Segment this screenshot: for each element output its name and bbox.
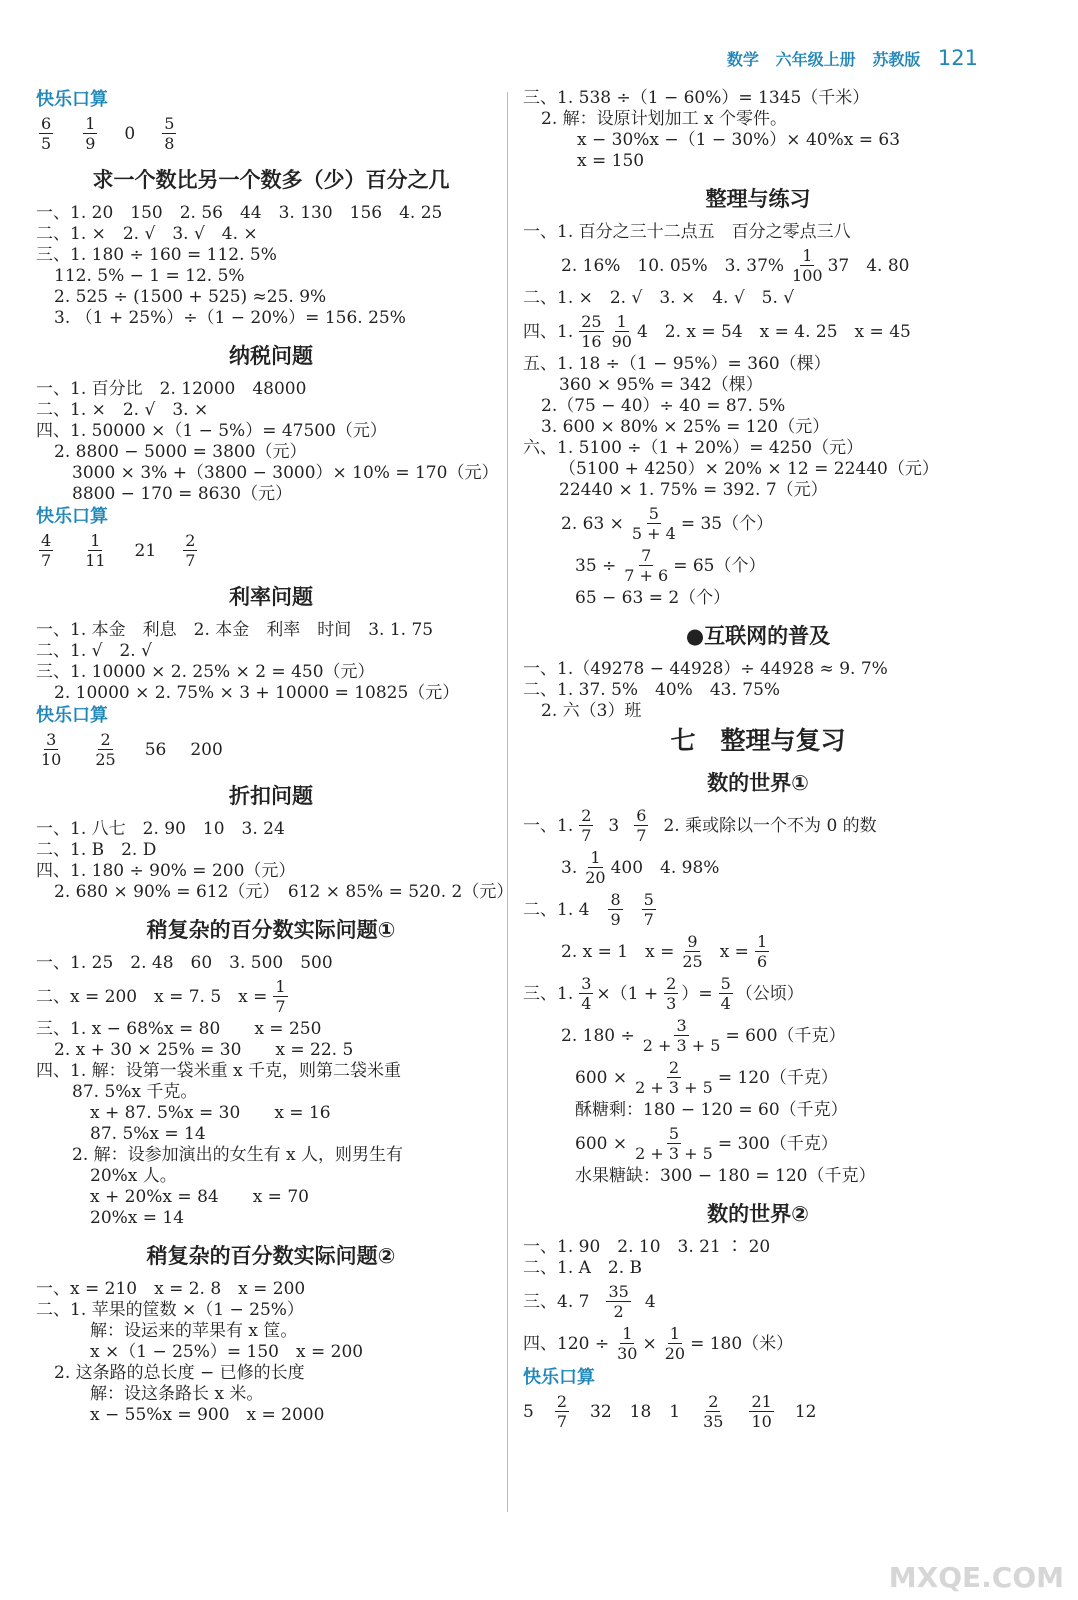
answer-line bbox=[523, 504, 993, 543]
answer-line: 四、1. 180 ÷ 90% = 200（元） bbox=[36, 861, 296, 881]
denominator: 7 bbox=[185, 551, 196, 570]
text: = 120（千克） bbox=[717, 1067, 838, 1088]
page-number: 121 bbox=[937, 46, 978, 70]
text: 600 × bbox=[575, 1133, 628, 1154]
fraction bbox=[642, 890, 656, 929]
answer-line: 二、1. 37. 5% 40% 43. 75% bbox=[523, 680, 781, 700]
section-title: 稍复杂的百分数实际问题① bbox=[146, 918, 396, 942]
section-title: 整理与练习 bbox=[705, 187, 811, 211]
denominator: 100 bbox=[792, 266, 823, 285]
text: 4 2. x = 54 x = 4. 25 x = 45 bbox=[636, 321, 911, 342]
answer-line: 解：设这条路长 x 米。 bbox=[90, 1384, 264, 1404]
answer-line bbox=[523, 546, 993, 585]
numerator: 2 bbox=[708, 1392, 719, 1411]
answer-line: 22440 × 1. 75% = 392. 7（元） bbox=[559, 480, 828, 500]
fraction bbox=[555, 1392, 569, 1431]
denominator: 6 bbox=[756, 952, 768, 971]
numerator: 2 bbox=[581, 806, 592, 825]
denominator: 35 bbox=[703, 1412, 724, 1431]
text: 二、x = 200 x = 7. 5 x = bbox=[36, 986, 268, 1007]
fraction bbox=[680, 932, 704, 971]
denominator: 7 bbox=[556, 1412, 568, 1431]
fraction bbox=[719, 974, 733, 1013]
answer-line: 二、1. × 2. √ 3. × 4. √ 5. √ bbox=[523, 288, 795, 308]
answer-line: 2. 解：设原计划加工 x 个零件。 bbox=[541, 109, 788, 129]
answer-line bbox=[523, 806, 993, 845]
numerator: 5 bbox=[643, 890, 654, 909]
denominator: 7 bbox=[275, 997, 286, 1016]
fraction bbox=[641, 1016, 723, 1055]
denominator: 25 bbox=[95, 750, 116, 769]
denominator: 2 + 3 + 5 bbox=[635, 1078, 713, 1097]
answer-line: 2. 六（3）班 bbox=[541, 701, 642, 721]
section-body bbox=[36, 203, 506, 329]
fraction bbox=[622, 546, 670, 585]
page-header bbox=[727, 46, 978, 70]
denominator: 90 bbox=[611, 332, 632, 351]
numerator: 3 bbox=[581, 974, 592, 993]
fraction bbox=[610, 312, 634, 351]
answer-line: x − 30%x −（1 − 30%）× 40%x = 63 bbox=[577, 130, 901, 150]
text: （公顷） bbox=[735, 983, 804, 1004]
denominator: 5 + 4 bbox=[631, 524, 676, 543]
section-body bbox=[36, 379, 506, 505]
answer-line: x = 150 bbox=[577, 151, 645, 171]
fraction bbox=[634, 806, 648, 845]
text: 三、4. 7 bbox=[523, 1291, 590, 1312]
fraction bbox=[583, 848, 607, 887]
answer-line: 二、1. B 2. D bbox=[36, 840, 157, 860]
number: 200 bbox=[190, 739, 223, 760]
numerator: 35 bbox=[608, 1282, 629, 1301]
numerator: 6 bbox=[636, 806, 647, 825]
section-body bbox=[523, 354, 993, 501]
text: = 180（米） bbox=[690, 1333, 794, 1354]
text: 一、1. bbox=[523, 815, 574, 836]
fraction bbox=[39, 531, 53, 570]
text: ×（1 + bbox=[596, 983, 659, 1004]
text: = 35（个） bbox=[680, 513, 774, 534]
denominator: 9 bbox=[85, 134, 96, 153]
denominator: 2 + 3 + 5 bbox=[642, 1036, 721, 1055]
number: 0 bbox=[124, 123, 136, 144]
fraction bbox=[633, 1124, 715, 1163]
text: 4 bbox=[644, 1291, 656, 1312]
kl-row-3 bbox=[36, 730, 506, 769]
answer-line: 三、1. 10000 × 2. 25% × 2 = 450（元） bbox=[36, 662, 375, 682]
watermark: MXQE.COM bbox=[888, 1561, 1064, 1594]
kl-label: 快乐口算 bbox=[523, 1367, 595, 1388]
denominator: 9 bbox=[610, 910, 621, 929]
answer-line: 3. （1 + 25%）÷（1 − 20%）= 156. 25% bbox=[54, 308, 406, 328]
section-body bbox=[523, 659, 993, 722]
numerator: 1 bbox=[802, 246, 813, 265]
denominator: 3 bbox=[666, 994, 677, 1013]
denominator: 16 bbox=[581, 332, 602, 351]
number: 5 bbox=[523, 1401, 534, 1422]
text: 二、1. 4 bbox=[523, 899, 590, 920]
text: 四、120 ÷ bbox=[523, 1333, 610, 1354]
column-divider bbox=[507, 92, 508, 1512]
fraction bbox=[663, 1324, 687, 1363]
numerator: 2 bbox=[666, 974, 677, 993]
text: = 600（千克） bbox=[725, 1025, 846, 1046]
answer-line: 酥糖剩：180 − 120 = 60（千克） bbox=[575, 1100, 848, 1120]
fraction bbox=[183, 531, 197, 570]
answer-line: x + 87. 5%x = 30 x = 16 bbox=[90, 1103, 331, 1123]
fraction bbox=[39, 730, 63, 769]
section-body bbox=[36, 819, 514, 903]
answer-line: 87. 5%x 千克。 bbox=[72, 1082, 198, 1102]
numerator: 2 bbox=[185, 531, 196, 550]
answer-line: 一、1. 20 150 2. 56 44 3. 130 156 4. 25 bbox=[36, 203, 443, 223]
fraction bbox=[608, 890, 622, 929]
denominator: 20 bbox=[585, 868, 606, 887]
number: 1 bbox=[669, 1401, 681, 1422]
answer-line: 二、1. × 2. √ 3. × bbox=[36, 400, 209, 420]
denominator: 7 bbox=[581, 826, 592, 845]
numerator: 3 bbox=[46, 730, 57, 749]
text: 2. x = 1 x = bbox=[561, 941, 675, 962]
answer-line: 2. 解：设参加演出的女生有 x 人，则男生有 bbox=[72, 1145, 404, 1165]
answer-line: 二、1. 苹果的筐数 ×（1 − 25%） bbox=[36, 1300, 304, 1320]
answer-line bbox=[523, 312, 993, 351]
answer-line: 一、1. 25 2. 48 60 3. 500 500 bbox=[36, 953, 333, 973]
kl-row-4 bbox=[523, 1392, 993, 1431]
answer-line: 8800 − 170 = 8630（元） bbox=[72, 484, 293, 504]
denominator: 7 bbox=[643, 910, 654, 929]
numerator: 2 bbox=[556, 1392, 568, 1411]
denominator: 10 bbox=[751, 1412, 772, 1431]
numerator: 2 bbox=[100, 730, 111, 749]
answer-line: 2. 这条路的总长度 − 已修的长度 bbox=[54, 1363, 305, 1383]
answer-line: 三、1. 538 ÷（1 − 60%）= 1345（千米） bbox=[523, 88, 870, 108]
answer-line: 3000 × 3% +（3800 − 3000）× 10% = 170（元） bbox=[72, 463, 499, 483]
fraction bbox=[701, 1392, 725, 1431]
answer-line: 三、1. 180 ÷ 160 = 112. 5% bbox=[36, 245, 277, 265]
denominator: 10 bbox=[41, 750, 62, 769]
numerator: 4 bbox=[41, 531, 52, 550]
text: = 65（个） bbox=[673, 555, 766, 576]
text: = 300（千克） bbox=[717, 1133, 838, 1154]
text: × bbox=[642, 1333, 657, 1354]
answer-line: 四、1. 50000 ×（1 − 5%）= 47500（元） bbox=[36, 421, 387, 441]
denominator: 30 bbox=[617, 1344, 638, 1363]
fraction bbox=[579, 806, 593, 845]
text: 400 4. 98% bbox=[610, 857, 720, 878]
numerator: 1 bbox=[90, 531, 101, 550]
answer-line: 二、1. × 2. √ 3. √ 4. × bbox=[36, 224, 258, 244]
section-title: 利率问题 bbox=[229, 585, 313, 609]
number: 12 bbox=[794, 1401, 817, 1422]
fraction bbox=[273, 977, 287, 1016]
answer-line: 2. 10000 × 2. 75% × 3 + 10000 = 10825（元） bbox=[54, 683, 460, 703]
denominator: 7 + 6 bbox=[624, 566, 669, 585]
answer-line: 二、1. √ 2. √ bbox=[36, 641, 152, 661]
left-column bbox=[36, 88, 514, 1426]
answer-line: 87. 5%x = 14 bbox=[90, 1124, 206, 1144]
section-title: 纳税问题 bbox=[229, 344, 313, 368]
answer-line bbox=[523, 848, 993, 887]
text: 2. 180 ÷ bbox=[561, 1025, 635, 1046]
section-title: 求一个数比另一个数多（少）百分之几 bbox=[92, 168, 450, 192]
text: 2. 16% 10. 05% 3. 37% bbox=[561, 255, 785, 276]
answer-line: 一、1. 百分比 2. 12000 48000 bbox=[36, 379, 307, 399]
denominator: 8 bbox=[164, 134, 175, 153]
fraction bbox=[615, 1324, 639, 1363]
header-subject: 数学 bbox=[726, 50, 759, 69]
fraction bbox=[83, 114, 97, 153]
answer-line bbox=[523, 974, 993, 1013]
answer-line bbox=[36, 977, 506, 1016]
header-edition: 苏教版 bbox=[872, 50, 921, 69]
denominator: 4 bbox=[720, 994, 731, 1013]
fraction bbox=[633, 1058, 715, 1097]
answer-line: 2. 525 ÷ (1500 + 525) ≈25. 9% bbox=[54, 287, 327, 307]
answer-line: 2. 8800 − 5000 = 3800（元） bbox=[54, 442, 307, 462]
answer-line: 2. x + 30 × 25% = 30 x = 22. 5 bbox=[54, 1040, 354, 1060]
denominator: 7 bbox=[41, 551, 52, 570]
section-body bbox=[36, 1279, 506, 1426]
numerator: 5 bbox=[648, 504, 659, 523]
number: 56 bbox=[144, 739, 167, 760]
text: 3. bbox=[561, 857, 578, 878]
answer-line: 六、1. 5100 ÷（1 + 20%）= 4250（元） bbox=[523, 438, 864, 458]
answer-line: x − 55%x = 900 x = 2000 bbox=[90, 1405, 325, 1425]
denominator: 4 bbox=[581, 994, 592, 1013]
chapter-title: 七 整理与复习 bbox=[670, 726, 846, 755]
answer-line: 一、1. 八七 2. 90 10 3. 24 bbox=[36, 819, 285, 839]
answer-line: 一、1.（49278 − 44928）÷ 44928 ≈ 9. 7% bbox=[523, 659, 888, 679]
numerator: 1 bbox=[85, 114, 96, 133]
text: 37 4. 80 bbox=[827, 255, 910, 276]
denominator: 11 bbox=[85, 551, 106, 570]
answer-line: 一、1. 百分之三十二点五 百分之零点三八 bbox=[523, 222, 851, 242]
fraction bbox=[755, 932, 769, 971]
denominator: 20 bbox=[664, 1344, 686, 1363]
fraction bbox=[93, 730, 117, 769]
number: 32 bbox=[590, 1401, 612, 1422]
kl-label: 快乐口算 bbox=[36, 705, 108, 726]
section-title: 折扣问题 bbox=[229, 784, 313, 808]
denominator: 7 bbox=[636, 826, 647, 845]
header-grade: 六年级上册 bbox=[775, 50, 856, 69]
answer-line: 一、1. 90 2. 10 3. 21 ∶ 20 bbox=[523, 1237, 771, 1257]
answer-line: x + 20%x = 84 x = 70 bbox=[90, 1187, 309, 1207]
answer-line bbox=[523, 246, 993, 285]
denominator: 25 bbox=[682, 952, 703, 971]
numerator: 7 bbox=[641, 546, 652, 565]
text: 35 ÷ bbox=[575, 555, 617, 576]
right-column bbox=[523, 88, 993, 1435]
fraction bbox=[664, 974, 678, 1013]
number: 18 bbox=[629, 1401, 652, 1422]
answer-line: 水果糖缺：300 − 180 = 120（千克） bbox=[575, 1166, 876, 1186]
kl-row-1 bbox=[36, 114, 506, 153]
denominator: 2 + 3 + 5 bbox=[635, 1144, 713, 1163]
numerator: 5 bbox=[164, 114, 175, 133]
section-body bbox=[36, 620, 506, 704]
fraction bbox=[749, 1392, 773, 1431]
answer-line bbox=[523, 1324, 993, 1363]
answer-line: 解：设运来的苹果有 x 筐。 bbox=[90, 1321, 298, 1341]
section-body bbox=[523, 88, 993, 172]
numerator: 5 bbox=[720, 974, 731, 993]
numerator: 25 bbox=[581, 312, 602, 331]
text: 2. 乘或除以一个不为 0 的数 bbox=[663, 815, 877, 836]
fraction bbox=[579, 974, 593, 1013]
section-title: 数的世界① bbox=[707, 771, 809, 795]
numerator: 1 bbox=[616, 312, 627, 331]
numerator: 8 bbox=[610, 890, 621, 909]
answer-line: 四、1. 解：设第一袋米重 x 千克，则第二袋米重 bbox=[36, 1061, 402, 1081]
numerator: 1 bbox=[590, 848, 601, 867]
section-body bbox=[36, 1019, 506, 1229]
numerator: 1 bbox=[275, 977, 286, 996]
answer-line: 20%x 人。 bbox=[90, 1166, 177, 1186]
numerator: 21 bbox=[751, 1392, 772, 1411]
numerator: 3 bbox=[676, 1016, 687, 1035]
text: x = bbox=[719, 941, 749, 962]
numerator: 9 bbox=[687, 932, 698, 951]
answer-line: 一、x = 210 x = 2. 8 x = 200 bbox=[36, 1279, 306, 1299]
kl-row-2 bbox=[36, 531, 506, 570]
answer-line: x ×（1 − 25%）= 150 x = 200 bbox=[90, 1342, 364, 1362]
text: 3 bbox=[608, 815, 620, 836]
answer-line bbox=[523, 1124, 993, 1163]
answer-line: 65 − 63 = 2（个） bbox=[575, 588, 731, 608]
answer-line: 二、1. A 2. B bbox=[523, 1258, 643, 1278]
fraction bbox=[83, 531, 107, 570]
answer-line: 五、1. 18 ÷（1 − 95%）= 360（棵） bbox=[523, 354, 831, 374]
fraction bbox=[162, 114, 176, 153]
text: 三、1. bbox=[523, 983, 574, 1004]
answer-line: 2. 680 × 90% = 612（元） 612 × 85% = 520. 2（元） bbox=[54, 882, 514, 902]
answer-line bbox=[523, 890, 993, 929]
fraction bbox=[579, 312, 603, 351]
text: 600 × bbox=[575, 1067, 628, 1088]
text: 2. 63 × bbox=[561, 513, 624, 534]
answer-line: 112. 5% − 1 = 12. 5% bbox=[54, 266, 245, 286]
numerator: 6 bbox=[41, 114, 52, 133]
text: 四、1. bbox=[523, 321, 574, 342]
answer-line: 20%x = 14 bbox=[90, 1208, 185, 1228]
answer-line: 360 × 95% = 342（棵） bbox=[559, 375, 763, 395]
answer-line bbox=[523, 1058, 993, 1097]
answer-line: 2.（75 − 40）÷ 40 = 87. 5% bbox=[541, 396, 786, 416]
answer-line bbox=[523, 932, 993, 971]
denominator: 5 bbox=[41, 134, 52, 153]
answer-line: 一、1. 本金 利息 2. 本金 利率 时间 3. 1. 75 bbox=[36, 620, 434, 640]
section-title: 稍复杂的百分数实际问题② bbox=[146, 1244, 396, 1268]
denominator: 2 bbox=[613, 1302, 624, 1321]
numerator: 1 bbox=[669, 1324, 680, 1343]
numerator: 5 bbox=[668, 1124, 680, 1143]
number: 21 bbox=[134, 540, 157, 561]
answer-line: 三、1. x − 68%x = 80 x = 250 bbox=[36, 1019, 322, 1039]
numerator: 1 bbox=[756, 932, 768, 951]
kl-label: 快乐口算 bbox=[36, 506, 108, 527]
answer-line: （5100 + 4250）× 20% × 12 = 22440（元） bbox=[559, 459, 939, 479]
answer-line bbox=[523, 1016, 993, 1055]
numerator: 1 bbox=[622, 1324, 633, 1343]
kl-label: 快乐口算 bbox=[36, 89, 108, 110]
text: ）= bbox=[681, 983, 713, 1004]
section-title: 数的世界② bbox=[707, 1202, 809, 1226]
answer-line: 3. 600 × 80% × 25% = 120（元） bbox=[541, 417, 830, 437]
section-title: ●互联网的普及 bbox=[685, 624, 831, 648]
numerator: 2 bbox=[668, 1058, 680, 1077]
fraction bbox=[630, 504, 678, 543]
answer-line bbox=[523, 1282, 993, 1321]
fraction bbox=[606, 1282, 630, 1321]
fraction bbox=[790, 246, 825, 285]
fraction bbox=[39, 114, 53, 153]
